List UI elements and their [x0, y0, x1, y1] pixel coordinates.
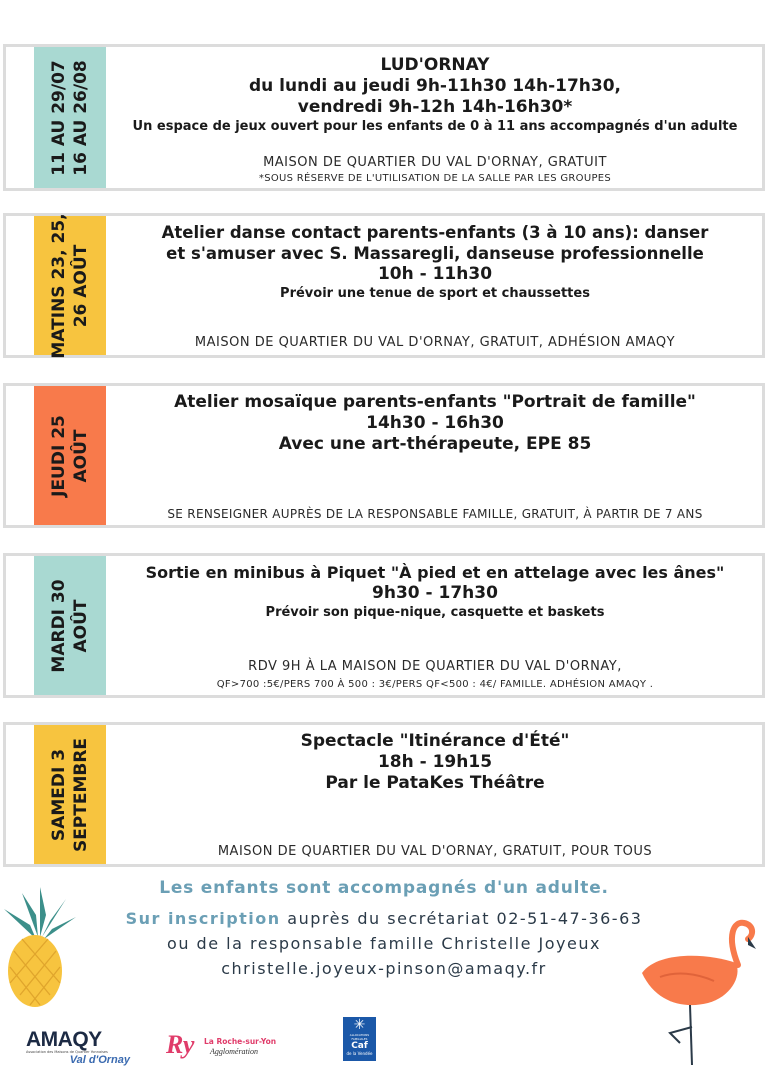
- event-date: [48, 60, 92, 175]
- event-card-spectacle: [3, 722, 765, 867]
- pineapple-icon: [0, 885, 80, 1010]
- date-line: MARDI 30: [49, 578, 69, 673]
- date-line: JEUDI 25: [49, 414, 69, 497]
- amaqy-tagline: Association des Maisons de Quartier Yonnaises: [26, 1050, 108, 1054]
- event-date: [48, 579, 92, 672]
- event-schedule: 9h30 - 17h30: [372, 583, 498, 603]
- date-line: 26 AOÛT: [71, 244, 91, 327]
- event-date: [48, 213, 92, 358]
- date-band: [34, 212, 106, 359]
- date-band: [34, 386, 106, 525]
- footer-note: Les enfants sont accompagnés d'un adulte.: [159, 878, 609, 898]
- event-content: [108, 556, 762, 695]
- event-venue: MAISON DE QUARTIER DU VAL D'ORNAY, GRATUIT, ADHÉSION AMAQY: [194, 335, 676, 350]
- event-date: [48, 737, 92, 851]
- event-date: [48, 415, 92, 497]
- date-line: AOÛT: [71, 428, 91, 483]
- date-line: AOÛT: [71, 599, 91, 653]
- caf-logo: [343, 1017, 376, 1061]
- event-title: Sortie en minibus à Piquet "À pied et en attelage avec les ânes": [145, 563, 725, 582]
- event-content: [108, 47, 762, 188]
- date-line: SAMEDI 3: [49, 748, 69, 841]
- event-card-mosaique: [3, 383, 765, 528]
- event-schedule: 18h - 19h15: [377, 752, 493, 772]
- event-venue: MAISON DE QUARTIER DU VAL D'ORNAY, GRATUIT: [263, 155, 607, 170]
- date-band: [34, 47, 106, 188]
- event-card-danse: [3, 213, 765, 358]
- event-title: LUD'ORNAY: [380, 55, 490, 75]
- event-card-ludornay: [3, 44, 765, 191]
- event-description: Prévoir son pique-nique, casquette et baskets: [265, 605, 605, 620]
- date-band: [34, 725, 106, 864]
- event-company: Par le PataKes Théâtre: [325, 773, 545, 793]
- event-schedule: vendredi 9h-12h 14h-16h30*: [297, 97, 573, 117]
- event-speaker: Avec une art-thérapeute, EPE 85: [278, 434, 592, 454]
- event-description: Prévoir une tenue de sport et chaussettes: [280, 286, 590, 301]
- caf-snowflake-icon: ✳: [353, 1017, 366, 1033]
- ry-name: La Roche-sur-Yon: [204, 1037, 277, 1046]
- flamingo-icon: [630, 915, 760, 1075]
- footer-accent: Sur inscription: [125, 909, 281, 928]
- date-line: MATINS 23, 25,: [49, 212, 69, 359]
- caf-line1: ALLOCATIONS FAMILIALES: [349, 1033, 370, 1041]
- event-content: [108, 386, 762, 525]
- event-venue: SE RENSEIGNER AUPRÈS DE LA RESPONSABLE FAMILLE, GRATUIT, À PARTIR DE 7 ANS: [167, 507, 703, 521]
- date-band: [34, 556, 106, 695]
- footer-email[interactable]: christelle.joyeux-pinson@amaqy.fr: [221, 959, 547, 978]
- ry-sub: Agglomération: [210, 1047, 258, 1056]
- amaqy-place: Val d'Ornay: [69, 1054, 130, 1066]
- event-card-sortie: [3, 553, 765, 698]
- event-venue: MAISON DE QUARTIER DU VAL D'ORNAY, GRATUIT, POUR TOUS: [217, 844, 653, 859]
- event-content: [108, 216, 762, 355]
- event-title: Atelier mosaïque parents-enfants "Portrait de famille": [174, 392, 696, 412]
- footer-contact: ou de la responsable famille Christelle Joyeux: [167, 934, 601, 953]
- footer-phone: auprès du secrétariat 02-51-47-36-63: [280, 909, 643, 928]
- event-venue: RDV 9H À LA MAISON DE QUARTIER DU VAL D'ORNAY,: [248, 659, 622, 674]
- event-description: Un espace de jeux ouvert pour les enfants de 0 à 11 ans accompagnés d'un adulte: [132, 119, 738, 134]
- amaqy-name: AMAQY: [26, 1028, 102, 1051]
- ry-mark: Ry: [166, 1030, 195, 1059]
- event-schedule: 14h30 - 16h30: [366, 413, 504, 433]
- caf-line3: de la Vendée: [346, 1051, 373, 1056]
- event-pricing: QF>700 :5€/PERS 700 À 500 : 3€/PERS QF<500 : 4€/ FAMILLE. ADHÉSION AMAQY .: [216, 679, 654, 690]
- event-schedule: du lundi au jeudi 9h-11h30 14h-17h30,: [248, 76, 622, 96]
- event-note: *SOUS RÉSERVE DE L'UTILISATION DE LA SALLE PAR LES GROUPES: [258, 173, 612, 184]
- event-schedule: 10h - 11h30: [377, 264, 493, 284]
- caf-line2: Caf: [351, 1041, 368, 1051]
- event-title: Spectacle "Itinérance d'Été": [300, 731, 570, 751]
- date-line: 11 AU 29/07: [49, 59, 69, 176]
- amaqy-logo: [26, 1028, 130, 1072]
- event-content: [108, 725, 762, 864]
- la-roche-sur-yon-logo: [166, 1030, 281, 1064]
- date-line: 16 AU 26/08: [71, 59, 91, 176]
- event-title: et s'amuser avec S. Massaregli, danseuse professionnelle: [166, 244, 704, 263]
- date-line: SEPTEMBRE: [71, 737, 91, 852]
- event-title: Atelier danse contact parents-enfants (3 à 10 ans): danser: [161, 223, 709, 242]
